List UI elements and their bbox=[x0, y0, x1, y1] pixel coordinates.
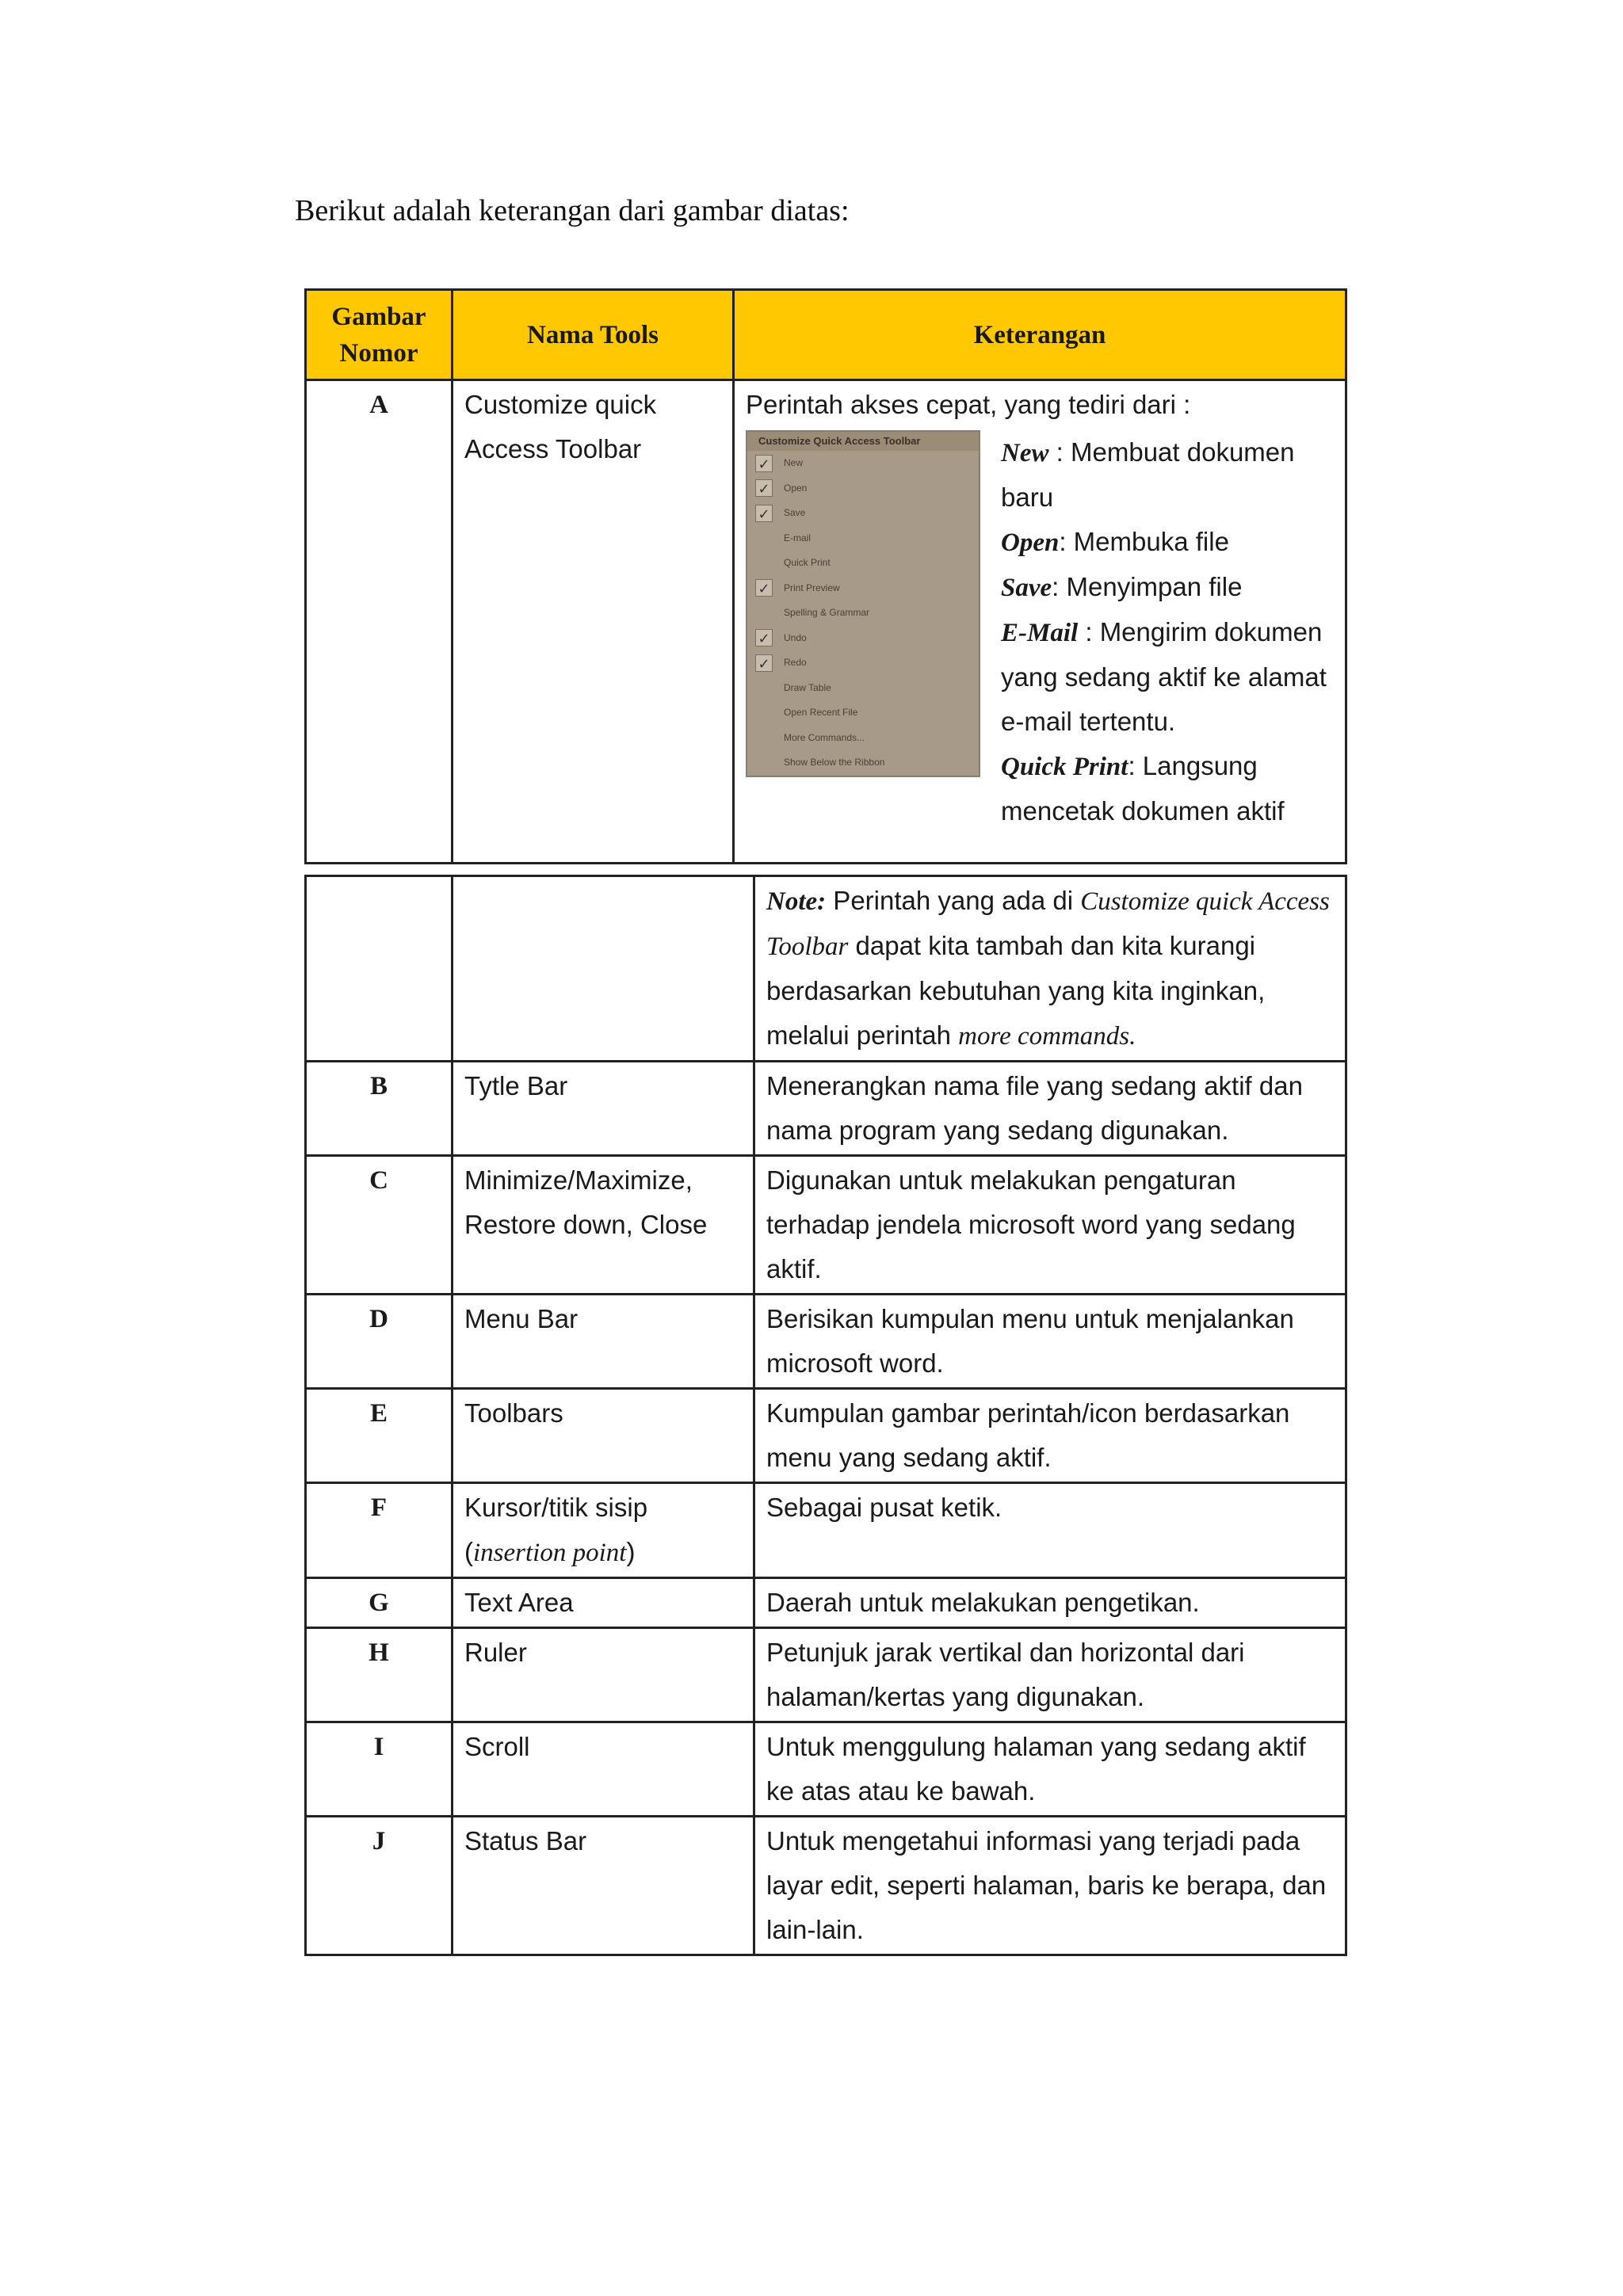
desc-item: Save: Menyimpan file bbox=[1001, 572, 1243, 602]
checkmark-icon: ✓ bbox=[755, 579, 773, 597]
table-row bbox=[306, 1578, 1346, 1628]
table-row bbox=[306, 1628, 1346, 1722]
header-gambar-nomor: Gambar Nomor bbox=[306, 290, 453, 380]
row-id: H bbox=[306, 1628, 453, 1722]
menu-item: ✓ Redo bbox=[747, 650, 979, 676]
empty-check-icon bbox=[755, 704, 773, 722]
menu-item: ✓ Print Preview bbox=[747, 576, 979, 601]
row-id: C bbox=[306, 1156, 453, 1295]
row-id: G bbox=[306, 1578, 453, 1628]
row-name: Customize quick Access Toolbar bbox=[453, 380, 734, 864]
menu-item: More Commands... bbox=[747, 726, 979, 751]
empty-check-icon bbox=[755, 729, 773, 746]
empty-check-icon bbox=[755, 754, 773, 772]
empty-check-icon bbox=[755, 679, 773, 696]
row-id: D bbox=[306, 1295, 453, 1389]
empty-check-icon bbox=[755, 605, 773, 622]
empty-check-icon bbox=[755, 555, 773, 572]
row-desc: Digunakan untuk melakukan pengaturan terhadap jendela microsoft word yang sedang aktif. bbox=[754, 1156, 1346, 1295]
row-name: Toolbars bbox=[453, 1389, 754, 1483]
row-id: A bbox=[306, 380, 453, 864]
table-row bbox=[306, 1722, 1346, 1817]
row-name: Text Area bbox=[453, 1578, 754, 1628]
row-id: F bbox=[306, 1483, 453, 1578]
header-keterangan: Keterangan bbox=[734, 290, 1346, 380]
tools-table-header-part bbox=[304, 288, 1347, 864]
menu-item: E-mail bbox=[747, 526, 979, 551]
menu-item: Open Recent File bbox=[747, 700, 979, 726]
menu-item: ✓ Open bbox=[747, 476, 979, 502]
checkmark-icon: ✓ bbox=[755, 629, 773, 646]
row-a-descriptions bbox=[1001, 430, 1334, 833]
menu-item: Spelling & Grammar bbox=[747, 601, 979, 626]
header-nama-tools: Nama Tools bbox=[453, 290, 734, 380]
table-row-note bbox=[306, 876, 1346, 1062]
menu-item: ✓ Undo bbox=[747, 626, 979, 651]
menu-item: Draw Table bbox=[747, 676, 979, 701]
table-row bbox=[306, 1483, 1346, 1578]
row-name: Tytle Bar bbox=[453, 1062, 754, 1156]
table-row bbox=[306, 1156, 1346, 1295]
table-row bbox=[306, 1295, 1346, 1389]
row-name: Status Bar bbox=[453, 1817, 754, 1955]
row-id: I bbox=[306, 1722, 453, 1817]
intro-text: Berikut adalah keterangan dari gambar diatas: bbox=[295, 194, 850, 227]
row-desc: Kumpulan gambar perintah/icon berdasarkan menu yang sedang aktif. bbox=[754, 1389, 1346, 1483]
desc-item: Quick Print: Langsung mencetak dokumen aktif bbox=[1001, 751, 1285, 826]
row-a-lead: Perintah akses cepat, yang tediri dari : bbox=[746, 390, 1191, 419]
checkmark-icon: ✓ bbox=[755, 455, 773, 472]
desc-item: New : Membuat dokumen baru bbox=[1001, 437, 1295, 512]
row-id: E bbox=[306, 1389, 453, 1483]
menu-item: Quick Print bbox=[747, 551, 979, 576]
desc-item: E-Mail : Mengirim dokumen yang sedang aktif ke alamat e-mail tertentu. bbox=[1001, 617, 1327, 736]
row-id: B bbox=[306, 1062, 453, 1156]
row-desc: Petunjuk jarak vertikal dan horizontal dari halaman/kertas yang digunakan. bbox=[754, 1628, 1346, 1722]
row-desc: Menerangkan nama file yang sedang aktif dan nama program yang sedang digunakan. bbox=[754, 1062, 1346, 1156]
row-desc: Daerah untuk melakukan pengetikan. bbox=[754, 1578, 1346, 1628]
row-desc: Untuk menggulung halaman yang sedang aktif ke atas atau ke bawah. bbox=[754, 1722, 1346, 1817]
quick-access-menu-image bbox=[746, 430, 980, 777]
row-name: Kursor/titik sisip (insertion point) bbox=[453, 1483, 754, 1578]
table-row bbox=[306, 1389, 1346, 1483]
tools-table bbox=[304, 875, 1347, 1956]
empty-check-icon bbox=[755, 529, 773, 547]
menu-item: Show Below the Ribbon bbox=[747, 750, 979, 776]
table-row bbox=[306, 1817, 1346, 1955]
row-desc: Untuk mengetahui informasi yang terjadi pada layar edit, seperti halaman, baris ke berapa, dan lain-lain. bbox=[754, 1817, 1346, 1955]
row-name: Menu Bar bbox=[453, 1295, 754, 1389]
row-name: Scroll bbox=[453, 1722, 754, 1817]
menu-item: ✓ Save bbox=[747, 501, 979, 526]
row-name: Ruler bbox=[453, 1628, 754, 1722]
table-row-a bbox=[306, 380, 1346, 864]
checkmark-icon: ✓ bbox=[755, 654, 773, 672]
note-cell: Note: Perintah yang ada di Customize quick Access Toolbar dapat kita tambah dan kita kurangi berdasarkan kebutuhan yang kita inginkan, melalui perintah more commands. bbox=[754, 876, 1346, 1062]
menu-item: ✓ New bbox=[747, 451, 979, 476]
row-desc bbox=[734, 380, 1346, 864]
table-row bbox=[306, 1062, 1346, 1156]
row-desc: Berisikan kumpulan menu untuk menjalankan microsoft word. bbox=[754, 1295, 1346, 1389]
row-name: Minimize/Maximize, Restore down, Close bbox=[453, 1156, 754, 1295]
menu-title: Customize Quick Access Toolbar bbox=[747, 432, 979, 451]
row-desc: Sebagai pusat ketik. bbox=[754, 1483, 1346, 1578]
row-id: J bbox=[306, 1817, 453, 1955]
desc-item: Open: Membuka file bbox=[1001, 527, 1229, 557]
checkmark-icon: ✓ bbox=[755, 479, 773, 497]
note-label: Note: bbox=[766, 887, 827, 916]
checkmark-icon: ✓ bbox=[755, 505, 773, 522]
